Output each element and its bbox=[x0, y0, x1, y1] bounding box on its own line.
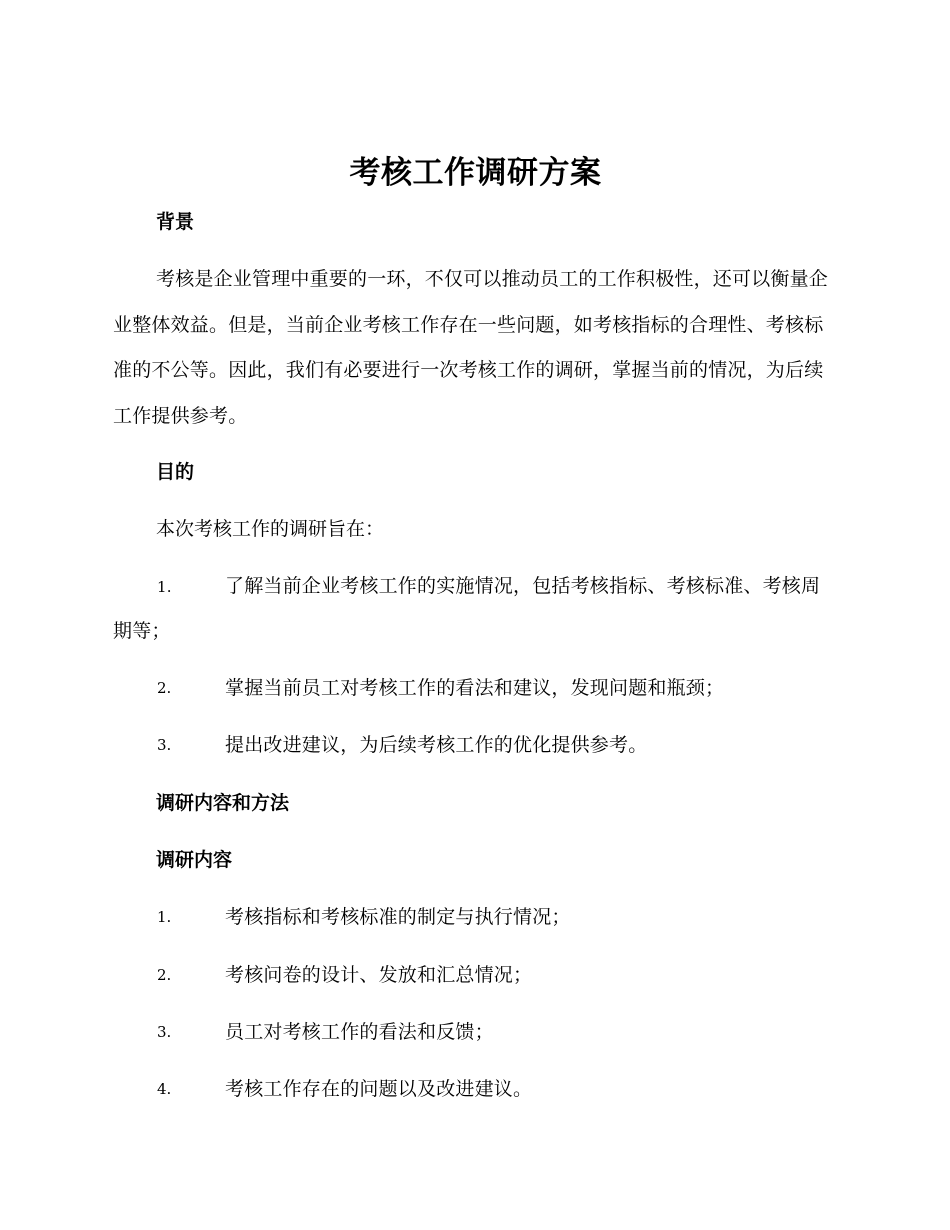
list-item-number: 1. bbox=[157, 908, 172, 926]
list-item-text: 了解当前企业考核工作的实施情况，包括考核指标、考核标准、考核周期等； bbox=[113, 575, 821, 642]
list-item-text: 掌握当前员工对考核工作的看法和建议，发现问题和瓶颈； bbox=[225, 677, 725, 699]
list-item-text: 考核问卷的设计、发放和汇总情况； bbox=[225, 964, 533, 986]
list-item-text: 考核指标和考核标准的制定与执行情况； bbox=[225, 906, 571, 928]
list-item-number: 2. bbox=[157, 679, 172, 697]
list-item-number: 4. bbox=[157, 1080, 172, 1098]
document-title: 考核工作调研方案 bbox=[349, 155, 602, 191]
list-item-text: 员工对考核工作的看法和反馈； bbox=[225, 1021, 494, 1043]
list-item-number: 1. bbox=[157, 578, 172, 596]
subheading-content: 调研内容 bbox=[156, 849, 233, 871]
section-heading-content-methods: 调研内容和方法 bbox=[156, 792, 290, 814]
list-item-text: 提出改进建议，为后续考核工作的优化提供参考。 bbox=[225, 734, 648, 756]
list-item-number: 3. bbox=[157, 1023, 172, 1041]
purpose-intro: 本次考核工作的调研旨在： bbox=[156, 518, 385, 540]
list-item-number: 2. bbox=[157, 966, 172, 984]
section-heading-purpose: 目的 bbox=[156, 461, 195, 483]
background-paragraph: 考核是企业管理中重要的一环，不仅可以推动员工的工作积极性，还可以衡量企业整体效益。但是，当前企业考核工作存在一些问题，如考核指标的合理性、考核标准的不公等。因此，我们有必要进行一次考核工作的调研，掌握当前的情况，为后续工作提供参考。 bbox=[113, 268, 829, 427]
purpose-list-item bbox=[113, 564, 833, 653]
section-heading-background: 背景 bbox=[156, 211, 195, 233]
list-item-number: 3. bbox=[157, 736, 172, 754]
list-item-text: 考核工作存在的问题以及改进建议。 bbox=[225, 1078, 533, 1100]
